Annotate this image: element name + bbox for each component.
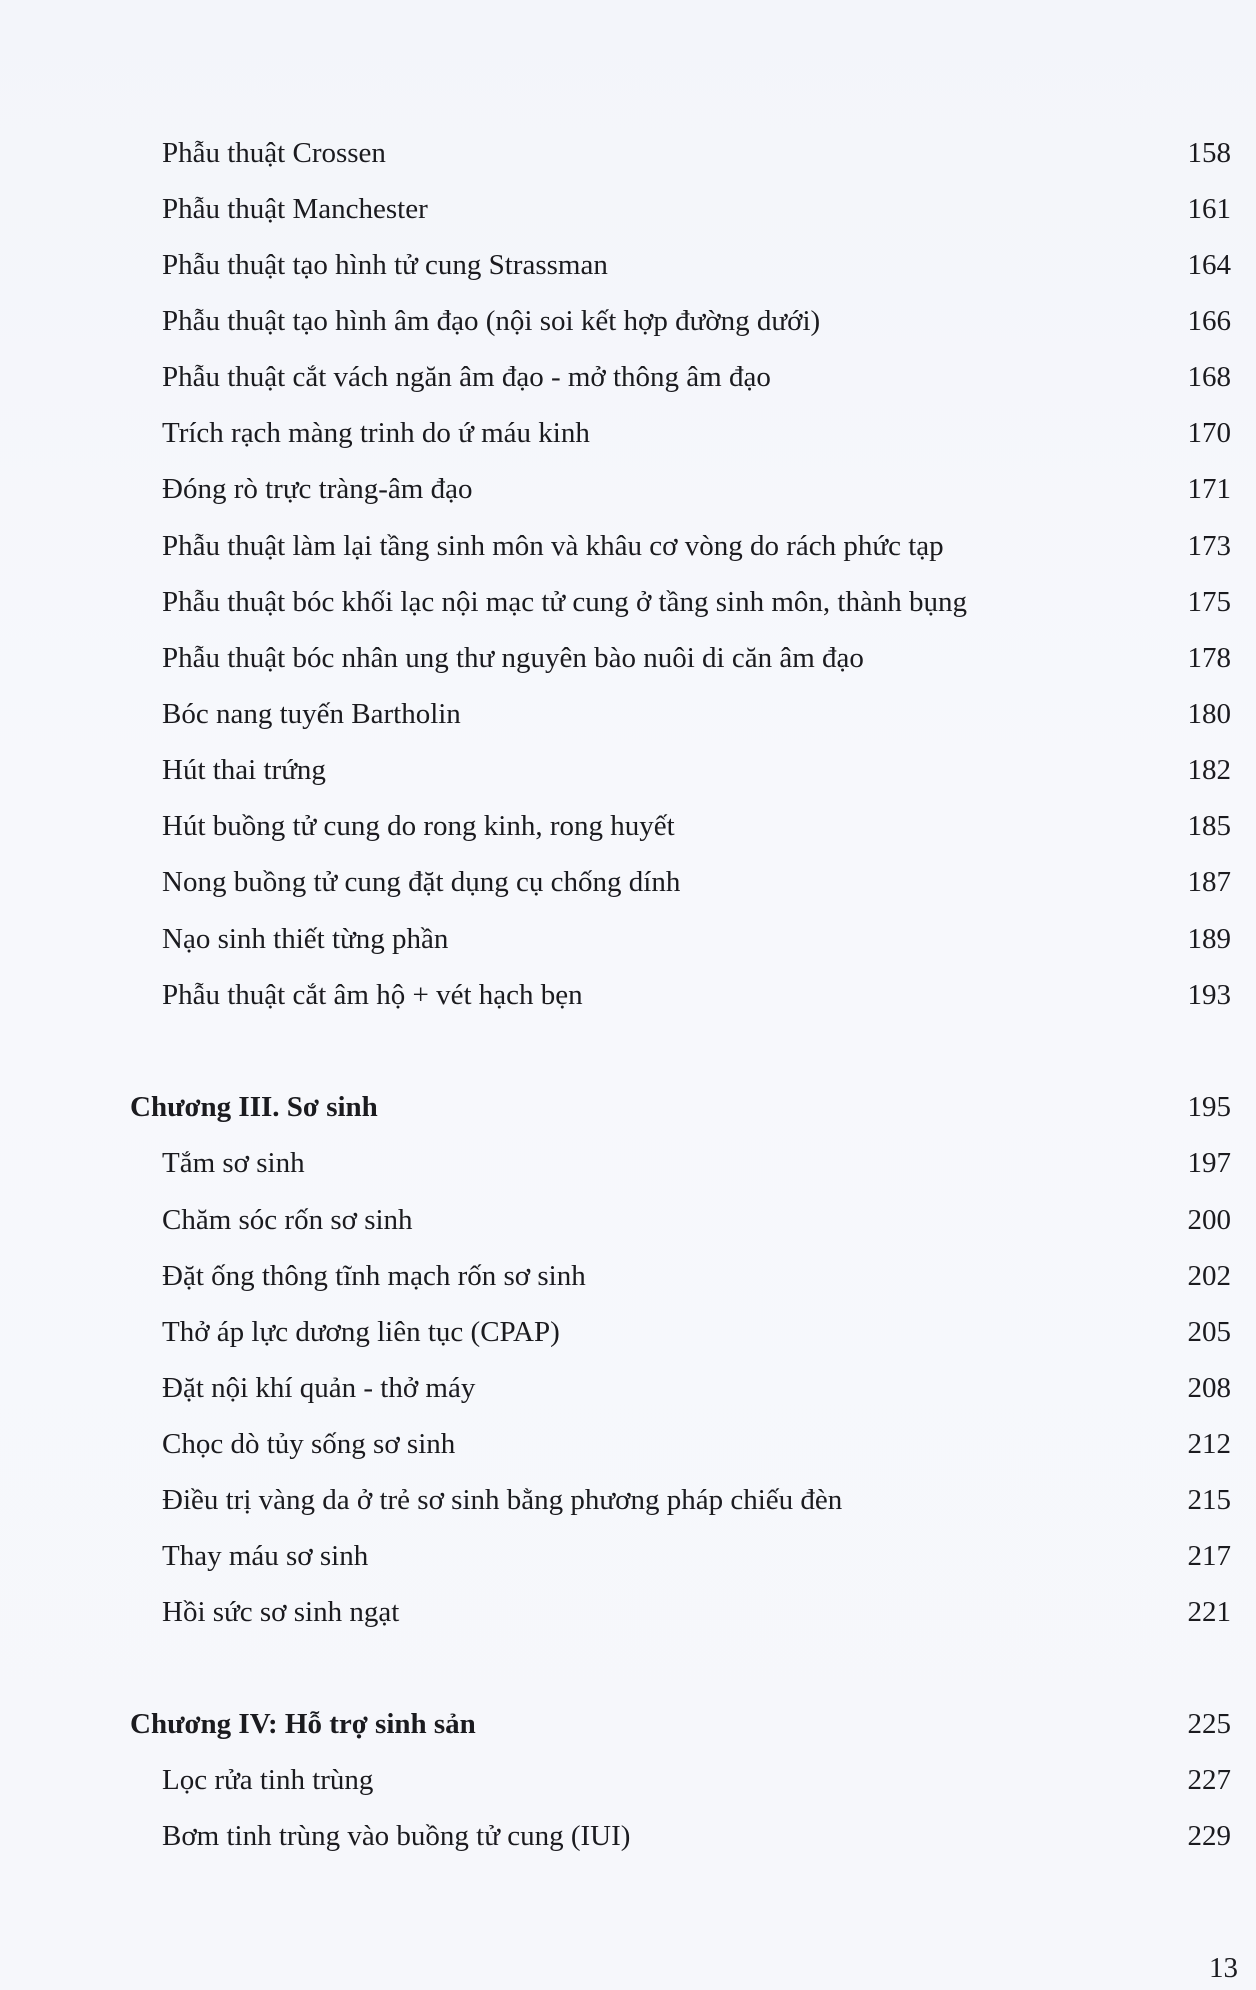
toc-entry-title: Phẫu thuật bóc nhân ung thư nguyên bào nuôi di căn âm đạo: [162, 642, 864, 674]
toc-entry: [0, 745, 1256, 795]
toc-entry-page: 161: [1187, 193, 1231, 225]
toc-entry-title: Phẫu thuật bóc khối lạc nội mạc tử cung ở tầng sinh môn, thành bụng: [162, 586, 968, 618]
toc-entry: [0, 857, 1256, 907]
toc-entry: [0, 577, 1256, 627]
toc-entry-title: Đặt nội khí quản - thở máy: [162, 1372, 476, 1404]
toc-entry: [0, 1811, 1256, 1861]
toc-entry: [0, 689, 1256, 739]
toc-entry: [0, 1363, 1256, 1413]
toc-entry-page: 189: [1187, 923, 1231, 955]
toc-entry-title: Thở áp lực dương liên tục (CPAP): [162, 1316, 560, 1348]
toc-entry: [0, 914, 1256, 964]
toc-chapter-title: Chương IV: Hỗ trợ sinh sản: [130, 1708, 476, 1740]
page-number: 13: [1209, 1952, 1238, 1984]
toc-entry-page: 217: [1187, 1540, 1231, 1572]
toc-entry: [0, 464, 1256, 514]
toc-entry: [0, 1307, 1256, 1357]
toc-entry-page: 200: [1187, 1204, 1231, 1236]
toc-entry: [0, 1475, 1256, 1525]
toc-entry-page: 208: [1187, 1372, 1231, 1404]
toc-entry-title: Nong buồng tử cung đặt dụng cụ chống dính: [162, 866, 681, 898]
toc-entry-page: 170: [1187, 417, 1231, 449]
toc-entry-title: Trích rạch màng trinh do ứ máu kinh: [162, 417, 590, 449]
toc-entry-title: Đặt ống thông tĩnh mạch rốn sơ sinh: [162, 1260, 586, 1292]
toc-entry: [0, 1755, 1256, 1805]
toc-entry-title: Phẫu thuật cắt vách ngăn âm đạo - mở thông âm đạo: [162, 361, 771, 393]
toc-entry-title: Phẫu thuật cắt âm hộ + vét hạch bẹn: [162, 979, 583, 1011]
toc-entry: [0, 128, 1256, 178]
toc-entry-title: Lọc rửa tinh trùng: [162, 1764, 374, 1796]
toc-entry-title: Tắm sơ sinh: [162, 1147, 305, 1179]
toc-entry-page: 221: [1187, 1596, 1231, 1628]
toc-entry-title: Chăm sóc rốn sơ sinh: [162, 1204, 413, 1236]
toc-entry-title: Chọc dò tủy sống sơ sinh: [162, 1428, 456, 1460]
toc-entry: [0, 521, 1256, 571]
toc-entry-page: 202: [1187, 1260, 1231, 1292]
toc-entry: [0, 1251, 1256, 1301]
toc-entry-page: 185: [1187, 810, 1231, 842]
toc-entry: [0, 1419, 1256, 1469]
toc-entry-page: 171: [1187, 473, 1231, 505]
toc-entry: [0, 633, 1256, 683]
toc-entry-title: Phẫu thuật Crossen: [162, 137, 386, 169]
toc-chapter-title: Chương III. Sơ sinh: [130, 1091, 378, 1123]
toc-entry-page: 175: [1187, 586, 1231, 618]
toc-entry: [0, 1195, 1256, 1245]
toc-entry-page: 205: [1187, 1316, 1231, 1348]
toc-entry: [0, 1531, 1256, 1581]
toc-entry-title: Nạo sinh thiết từng phần: [162, 923, 449, 955]
toc-entry-page: 229: [1187, 1820, 1231, 1852]
toc-entry-title: Phẫu thuật Manchester: [162, 193, 428, 225]
toc-entry-page: 193: [1187, 979, 1231, 1011]
toc-entry-title: Điều trị vàng da ở trẻ sơ sinh bằng phương pháp chiếu đèn: [162, 1484, 843, 1516]
toc-entry-title: Bơm tinh trùng vào buồng tử cung (IUI): [162, 1820, 631, 1852]
toc-entry-page: 212: [1187, 1428, 1231, 1460]
toc-entry-title: Phẫu thuật tạo hình âm đạo (nội soi kết hợp đường dưới): [162, 305, 821, 337]
toc-entry-page: 164: [1187, 249, 1231, 281]
toc-entry-page: 178: [1187, 642, 1231, 674]
toc-entry-title: Hút buồng tử cung do rong kinh, rong huyết: [162, 810, 675, 842]
toc-entry-title: Hút thai trứng: [162, 754, 326, 786]
toc-chapter-page: 195: [1187, 1091, 1231, 1123]
toc-entry-title: Phẫu thuật tạo hình tử cung Strassman: [162, 249, 608, 281]
toc-entry-title: Đóng rò trực tràng-âm đạo: [162, 473, 473, 505]
toc-entry-page: 180: [1187, 698, 1231, 730]
toc-entry: [0, 408, 1256, 458]
toc-entry: [0, 801, 1256, 851]
toc-entry-page: 187: [1187, 866, 1231, 898]
toc-entry-title: Thay máu sơ sinh: [162, 1540, 369, 1572]
toc-entry: [0, 296, 1256, 346]
toc-entry-page: 182: [1187, 754, 1231, 786]
toc-entry-title: Bóc nang tuyến Bartholin: [162, 698, 461, 730]
toc-entry-page: 215: [1187, 1484, 1231, 1516]
toc-entry-title: Phẫu thuật làm lại tầng sinh môn và khâu cơ vòng do rách phức tạp: [162, 530, 944, 562]
toc-chapter-heading: [0, 1699, 1256, 1749]
toc-entry-page: 173: [1187, 530, 1231, 562]
toc-chapter-heading: [0, 1082, 1256, 1132]
toc-entry: [0, 352, 1256, 402]
toc-entry: [0, 184, 1256, 234]
toc-entry-page: 168: [1187, 361, 1231, 393]
toc-chapter-page: 225: [1187, 1708, 1231, 1740]
toc-entry-page: 197: [1187, 1147, 1231, 1179]
toc-entry-title: Hồi sức sơ sinh ngạt: [162, 1596, 400, 1628]
toc-entry-page: 158: [1187, 137, 1231, 169]
toc-entry: [0, 1587, 1256, 1637]
toc-entry: [0, 240, 1256, 290]
toc-entry: [0, 1138, 1256, 1188]
toc-entry-page: 166: [1187, 305, 1231, 337]
toc-entry: [0, 970, 1256, 1020]
toc-entry-page: 227: [1187, 1764, 1231, 1796]
